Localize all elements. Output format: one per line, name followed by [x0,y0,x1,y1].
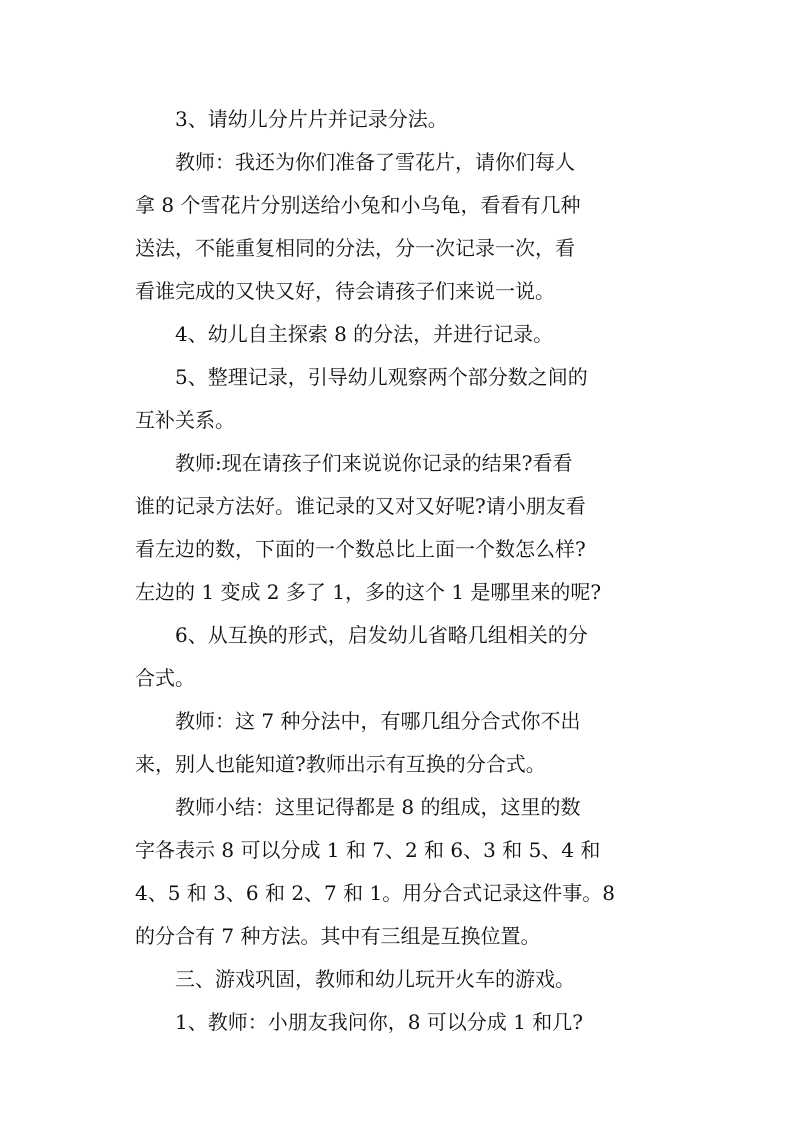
text-line: 拿 8 个雪花片分别送给小兔和小乌龟，看看有几种 [135,193,581,217]
text-line: 看谁完成的又快又好，待会请孩子们来说一说。 [135,279,555,303]
text-line: 5、整理记录，引导幼儿观察两个部分数之间的 [175,365,588,389]
text-line: 6、从互换的形式，启发幼儿省略几组相关的分 [175,623,588,647]
text-line: 看左边的数，下面的一个数总比上面一个数怎么样? [135,537,586,561]
text-line: 3、请幼儿分片片并记录分法。 [175,107,448,131]
text-line: 4、幼儿自主探索 8 的分法，并进行记录。 [175,322,554,346]
text-line: 1、教师：小朋友我问你，8 可以分成 1 和几? [175,1010,583,1034]
text-line: 左边的 1 变成 2 多了 1，多的这个 1 是哪里来的呢? [135,580,602,604]
text-line: 来，别人也能知道?教师出示有互换的分合式。 [135,752,546,776]
text-line: 字各表示 8 可以分成 1 和 7、2 和 6、3 和 5、4 和 [135,838,601,862]
document-body [135,98,663,1044]
text-line: 教师：我还为你们准备了雪花片，请你们每人 [175,150,575,174]
text-line: 送法，不能重复相同的分法，分一次记录一次，看 [135,236,575,260]
text-line: 教师:现在请孩子们来说说你记录的结果?看看 [175,451,573,475]
text-line: 教师小结：这里记得都是 8 的组成，这里的数 [175,795,581,819]
text-line: 谁的记录方法好。谁记录的又对又好呢?请小朋友看 [135,494,586,518]
text-line: 互补关系。 [135,408,235,432]
text-line: 合式。 [135,666,195,690]
text-line: 教师：这 7 种分法中，有哪几组分合式你不出 [175,709,581,733]
text-line: 4、5 和 3、6 和 2、7 和 1。用分合式记录这件事。8 [135,881,615,905]
text-line: 的分合有 7 种方法。其中有三组是互换位置。 [135,924,541,948]
text-line: 三、游戏巩固，教师和幼儿玩开火车的游戏。 [175,967,575,991]
